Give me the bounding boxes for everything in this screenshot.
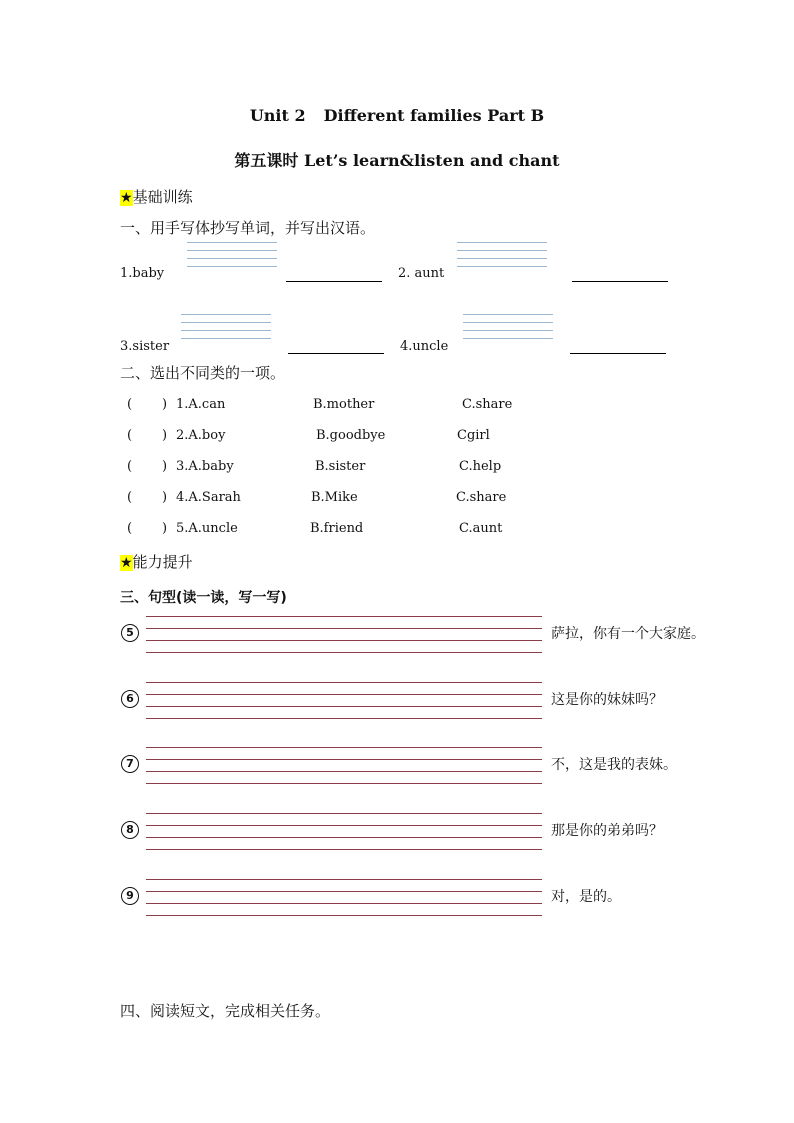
mc-close-paren: ) (162, 490, 168, 505)
mc-close-paren: ) (162, 397, 168, 412)
mc-option-a: 1.A.can (176, 397, 226, 412)
mc-option-a: 2.A.boy (176, 428, 226, 443)
mc-option-a: 5.A.uncle (176, 521, 238, 536)
title-unit: Unit 2 (249, 106, 306, 125)
word-aunt: 2. aunt (398, 266, 445, 281)
mc-close-paren: ) (162, 521, 168, 536)
circled-number: 8 (121, 821, 139, 839)
writing-lines[interactable] (146, 616, 542, 664)
mc-close-paren: ) (162, 428, 168, 443)
sentence-cn: 对，是的。 (551, 889, 621, 905)
advanced-text: 能力提升 (132, 553, 193, 571)
copy-lines-aunt (457, 242, 547, 278)
mc-option-c: C.help (459, 459, 502, 474)
title-topic: Different families Part B (323, 106, 545, 125)
writing-lines[interactable] (146, 879, 542, 927)
section3-heading: 三、句型(读一读，写一写) (120, 590, 287, 606)
mc-option-a: 3.A.baby (176, 459, 234, 474)
mc-open-paren: ( (127, 428, 133, 443)
page-subtitle: 第五课时 Let’s learn&listen and chant (234, 151, 560, 170)
mc-option-b: B.Mike (311, 490, 358, 505)
copy-lines-uncle (463, 314, 553, 350)
mc-open-paren: ( (127, 521, 133, 536)
mc-open-paren: ( (127, 397, 133, 412)
advanced-label (120, 551, 193, 572)
mc-open-paren: ( (127, 459, 133, 474)
mc-open-paren: ( (127, 490, 133, 505)
sentence-cn: 不，这是我的表妹。 (551, 757, 677, 773)
mc-option-a: 4.A.Sarah (176, 490, 241, 505)
circled-number: 7 (121, 755, 139, 773)
mc-option-b: B.goodbye (316, 428, 386, 443)
writing-lines[interactable] (146, 747, 542, 795)
section2-heading: 二、选出不同类的一项。 (120, 364, 286, 382)
circled-number: 6 (121, 690, 139, 708)
writing-lines[interactable] (146, 813, 542, 861)
answer-line-sister[interactable] (288, 353, 384, 354)
copy-lines-sister (181, 314, 271, 350)
word-baby: 1.baby (120, 266, 165, 281)
circled-number: 9 (121, 887, 139, 905)
mc-option-c: C.aunt (459, 521, 503, 536)
writing-lines[interactable] (146, 682, 542, 730)
word-sister: 3.sister (120, 339, 170, 354)
mc-option-c: Cgirl (457, 428, 490, 443)
sentence-cn: 萨拉，你有一个大家庭。 (551, 626, 705, 642)
basic-training-text: 基础训练 (132, 188, 193, 206)
word-uncle: 4.uncle (400, 339, 449, 354)
copy-lines-baby (187, 242, 277, 278)
answer-line-uncle[interactable] (570, 353, 666, 354)
answer-line-aunt[interactable] (572, 281, 668, 282)
sentence-cn: 那是你的弟弟吗？ (551, 823, 663, 839)
answer-line-baby[interactable] (286, 281, 382, 282)
mc-option-b: B.mother (313, 397, 375, 412)
mc-option-c: C.share (462, 397, 513, 412)
section4-heading: 四、阅读短文，完成相关任务。 (120, 1002, 331, 1020)
page-title (0, 106, 794, 125)
basic-training-label (120, 186, 193, 207)
sentence-cn: 这是你的妹妹吗？ (551, 692, 663, 708)
mc-option-b: B.friend (310, 521, 364, 536)
section1-heading: 一、用手写体抄写单词，并写出汉语。 (120, 219, 376, 237)
circled-number: 5 (121, 624, 139, 642)
mc-close-paren: ) (162, 459, 168, 474)
star-icon: ★ (120, 190, 133, 206)
mc-option-b: B.sister (315, 459, 366, 474)
mc-option-c: C.share (456, 490, 507, 505)
star-icon: ★ (120, 555, 133, 571)
